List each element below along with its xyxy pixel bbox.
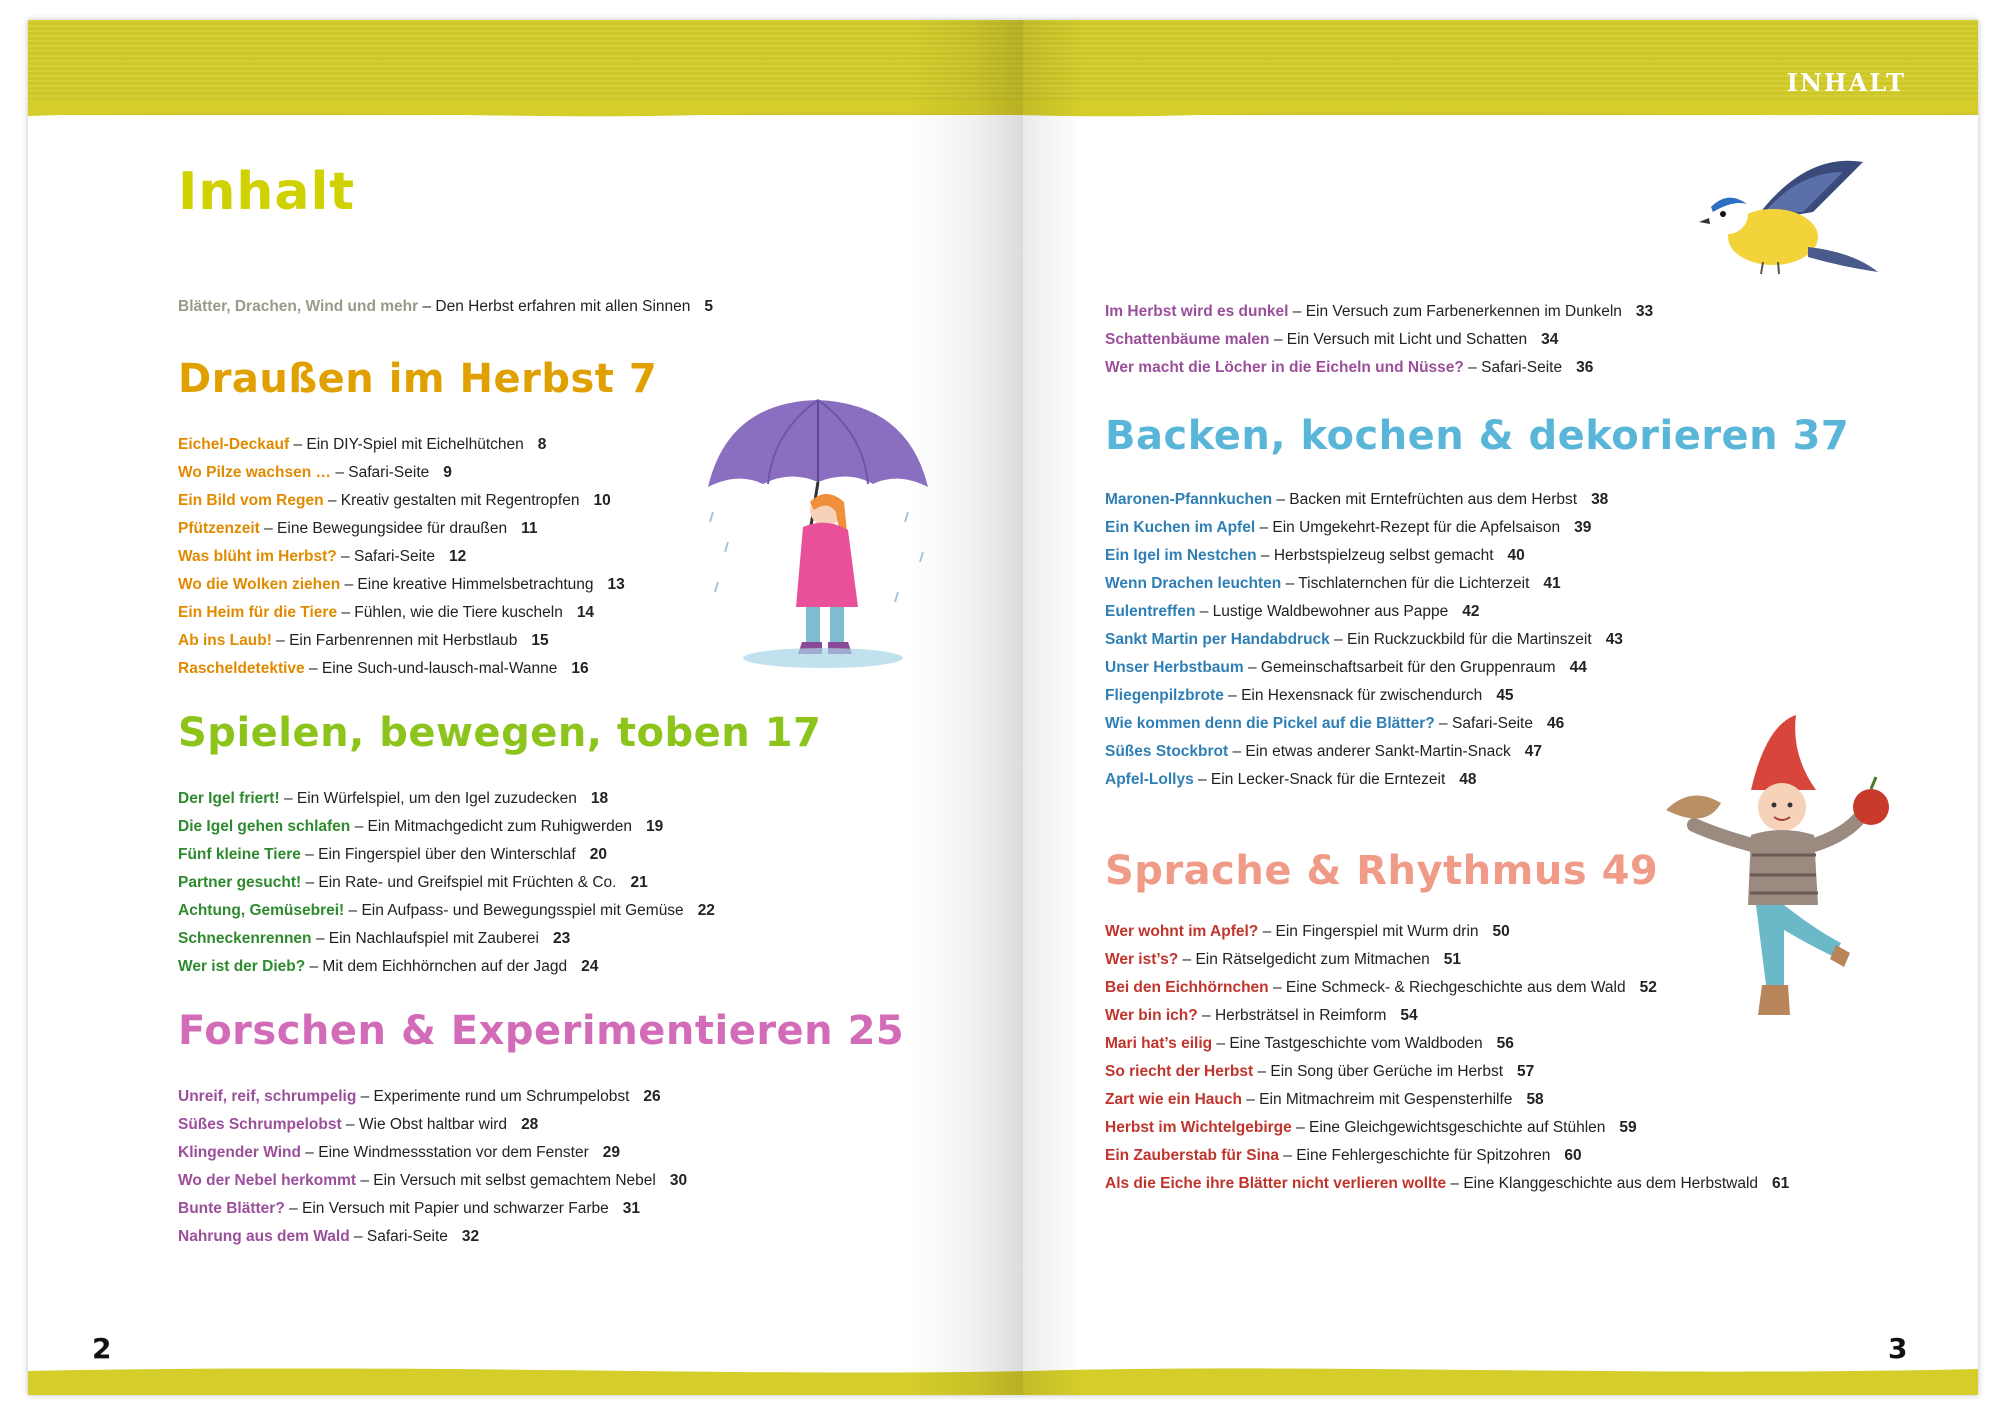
entry-title: Bunte Blätter?: [178, 1200, 285, 1217]
entry-desc: – Experimente rund um Schrumpelobst: [356, 1088, 630, 1105]
list-item[interactable]: [1105, 682, 1623, 710]
entry-title: Wenn Drachen leuchten: [1105, 575, 1282, 592]
entry-desc: – Ein Fingerspiel mit Wurm drin: [1258, 923, 1479, 940]
list-item[interactable]: [1105, 486, 1623, 514]
list-item[interactable]: [178, 1139, 687, 1167]
entry-page: 5: [704, 298, 714, 315]
page-number-left: 2: [92, 1332, 112, 1365]
section-title: [178, 1008, 904, 1054]
entry-desc: – Kreativ gestalten mit Regentropfen: [323, 492, 580, 509]
list-item[interactable]: [178, 487, 625, 515]
entry-page: 61: [1772, 1175, 1790, 1192]
list-item[interactable]: [178, 841, 715, 869]
entry-title: Süßes Stockbrot: [1105, 743, 1229, 760]
entry-title: Wie kommen denn die Pickel auf die Blätter?: [1105, 715, 1435, 732]
entry-desc: – Ein DIY-Spiel mit Eichelhütchen: [289, 436, 524, 453]
list-item[interactable]: [178, 1223, 687, 1251]
entry-page: 24: [581, 958, 599, 975]
entry-page: 46: [1546, 715, 1565, 732]
entry-desc: – Eine Bewegungsidee für draußen: [259, 520, 508, 537]
entry-page: 40: [1507, 547, 1525, 564]
entry-desc: – Eine Klanggeschichte aus dem Herbstwald: [1446, 1175, 1759, 1192]
section-name: Draußen im Herbst: [178, 356, 615, 402]
entry-desc: – Safari-Seite: [331, 464, 430, 481]
entry-title: Achtung, Gemüsebrei!: [178, 902, 345, 919]
entry-page: 20: [589, 846, 607, 863]
entry-desc: – Eine Tastgeschichte vom Waldboden: [1212, 1035, 1483, 1052]
entry-title: Wer bin ich?: [1105, 1007, 1198, 1024]
entry-title: Wer wohnt im Apfel?: [1105, 923, 1259, 940]
section-page: 49: [1601, 848, 1659, 894]
entry-desc: – Eine kreative Himmelsbetrachtung: [340, 576, 594, 593]
entry-title: Süßes Schrumpelobst: [178, 1116, 342, 1133]
list-item[interactable]: [178, 627, 625, 655]
entry-desc: – Backen mit Erntefrüchten aus dem Herbst: [1272, 491, 1578, 508]
entry-desc: – Ein etwas anderer Sankt-Martin-Snack: [1228, 743, 1511, 760]
entry-page: 8: [537, 436, 547, 453]
entry-page: 39: [1574, 519, 1592, 536]
entry-desc: – Herbstspielzeug selbst gemacht: [1256, 547, 1494, 564]
page-title: Inhalt: [178, 162, 356, 222]
entry-page: 36: [1576, 359, 1594, 376]
entry-desc: – Ein Versuch zum Farbenerkennen im Dunkeln: [1288, 303, 1622, 320]
entry-page: 50: [1492, 923, 1510, 940]
entry-title: Wer ist der Dieb?: [178, 958, 306, 975]
entry-page: 16: [571, 660, 589, 677]
entry-title: Ein Bild vom Regen: [178, 492, 324, 509]
entry-desc: – Wie Obst haltbar wird: [341, 1116, 508, 1133]
list-item[interactable]: [1105, 542, 1623, 570]
entry-page: 13: [607, 576, 625, 593]
entry-desc: – Tischlaternchen für die Lichterzeit: [1281, 575, 1530, 592]
entry-title: Sankt Martin per Handabdruck: [1105, 631, 1330, 648]
entry-page: 47: [1524, 743, 1542, 760]
entry-title: Mari hat’s eilig: [1105, 1035, 1213, 1052]
section-page: 37: [1792, 413, 1850, 459]
list-item[interactable]: [1105, 1086, 1789, 1114]
entry-page: 21: [630, 874, 648, 891]
entry-desc: – Safari-Seite: [1434, 715, 1533, 732]
entry-page: 43: [1605, 631, 1623, 648]
section-name: Sprache & Rhythmus: [1105, 848, 1588, 894]
entry-page: 42: [1462, 603, 1480, 620]
entry-title: Eulentreffen: [1105, 603, 1196, 620]
list-item[interactable]: [178, 459, 625, 487]
list-item[interactable]: [1105, 1170, 1789, 1198]
book-gutter-shadow: [908, 20, 1023, 1395]
entry-page: 10: [593, 492, 611, 509]
entry-desc: – Safari-Seite: [349, 1228, 448, 1245]
list-item[interactable]: [178, 1083, 687, 1111]
entry-desc: – Eine Gleichgewichtsgeschichte auf Stühlen: [1291, 1119, 1606, 1136]
entry-page: 11: [521, 520, 538, 537]
entry-desc: – Ein Ruckzuckbild für die Martinszeit: [1329, 631, 1592, 648]
entry-page: 34: [1541, 331, 1559, 348]
section-title: [1105, 848, 1658, 894]
list-item[interactable]: [178, 543, 625, 571]
list-item[interactable]: [178, 869, 715, 897]
list-item[interactable]: [178, 925, 715, 953]
section-entries: [1105, 486, 1623, 794]
entry-page: 23: [552, 930, 571, 947]
list-item[interactable]: [178, 897, 715, 925]
list-item[interactable]: [1105, 514, 1623, 542]
list-item[interactable]: [1105, 598, 1623, 626]
entry-page: 31: [622, 1200, 640, 1217]
entry-title: Wo Pilze wachsen …: [178, 464, 332, 481]
section-entries: [178, 431, 625, 683]
entry-title: Im Herbst wird es dunkel: [1105, 303, 1289, 320]
section-entries: [178, 1083, 687, 1251]
entry-title: Die Igel gehen schlafen: [178, 818, 351, 835]
entry-title: Ein Heim für die Tiere: [178, 604, 338, 621]
book-spread: [28, 20, 1978, 1395]
entry-title: Klingender Wind: [178, 1144, 301, 1161]
entry-page: 58: [1526, 1091, 1544, 1108]
entry-desc: – Ein Versuch mit Papier und schwarzer Farbe: [284, 1200, 609, 1217]
entry-title: Partner gesucht!: [178, 874, 302, 891]
entry-desc: – Ein Farbenrennen mit Herbstlaub: [271, 632, 518, 649]
entry-desc: – Herbsträtsel in Reimform: [1197, 1007, 1387, 1024]
list-item[interactable]: [178, 1167, 687, 1195]
list-item[interactable]: [178, 1195, 687, 1223]
entry-page: 59: [1619, 1119, 1637, 1136]
entry-desc: – Ein Aufpass- und Bewegungsspiel mit Gemüse: [344, 902, 684, 919]
page-number-right: 3: [1888, 1332, 1908, 1365]
entry-page: 45: [1496, 687, 1514, 704]
entry-desc: – Ein Nachlaufspiel mit Zauberei: [311, 930, 539, 947]
entry-page: 19: [646, 818, 664, 835]
section-page: 17: [764, 710, 822, 756]
entry-desc: – Eine Windmessstation vor dem Fenster: [301, 1144, 589, 1161]
list-item[interactable]: [178, 813, 715, 841]
entry-page: 32: [461, 1228, 480, 1245]
entry-page: 52: [1639, 979, 1657, 996]
entry-title: Pfützenzeit: [178, 520, 260, 537]
entry-title: Maronen-Pfannkuchen: [1105, 491, 1273, 508]
entry-page: 33: [1635, 303, 1654, 320]
entry-title: Schattenbäume malen: [1105, 331, 1270, 348]
top-band-edge: [28, 100, 1978, 130]
entry-title: Unser Herbstbaum: [1105, 659, 1244, 676]
entry-desc: – Safari-Seite: [1463, 359, 1563, 376]
entry-title: Ein Igel im Nestchen: [1105, 547, 1257, 564]
list-item[interactable]: [178, 515, 625, 543]
entry-title: Bei den Eichhörnchen: [1105, 979, 1269, 996]
entry-desc: – Safari-Seite: [336, 548, 435, 565]
entry-desc: – Mit dem Eichhörnchen auf der Jagd: [305, 958, 568, 975]
list-item[interactable]: [1105, 326, 1653, 354]
entry-title: Ab ins Laub!: [178, 632, 272, 649]
entry-desc: – Lustige Waldbewohner aus Pappe: [1195, 603, 1449, 620]
entry-title: Apfel-Lollys: [1105, 771, 1194, 788]
entry-desc: – Ein Rate- und Greifspiel mit Früchten & Co.: [301, 874, 617, 891]
entry-desc: – Ein Lecker-Snack für die Erntezeit: [1193, 771, 1446, 788]
entry-desc: – Ein Song über Gerüche im Herbst: [1253, 1063, 1504, 1080]
entry-desc: – Ein Mitmachreim mit Gespensterhilfe: [1241, 1091, 1513, 1108]
entry-title: Unreif, reif, schrumpelig: [178, 1088, 357, 1105]
entry-desc: – Den Herbst erfahren mit allen Sinnen: [418, 298, 691, 315]
entry-desc: – Gemeinschaftsarbeit für den Gruppenraum: [1243, 659, 1556, 676]
entry-page: 51: [1443, 951, 1462, 968]
entry-title: So riecht der Herbst: [1105, 1063, 1254, 1080]
entry-title: Ein Kuchen im Apfel: [1105, 519, 1256, 536]
list-item[interactable]: [1105, 1114, 1789, 1142]
entry-page: 9: [443, 464, 452, 481]
list-item[interactable]: [1105, 626, 1623, 654]
entry-page: 12: [448, 548, 467, 565]
entry-page: 30: [669, 1172, 688, 1189]
entry-desc: – Ein Versuch mit Licht und Schatten: [1269, 331, 1528, 348]
entry-title: Wer macht die Löcher in die Eicheln und Nüsse?: [1105, 359, 1464, 376]
bird-illustration: [1683, 152, 1893, 292]
entry-page: 18: [590, 790, 609, 807]
entry-desc: – Ein Versuch mit selbst gemachtem Nebel: [356, 1172, 656, 1189]
entry-page: 15: [531, 632, 549, 649]
list-item[interactable]: [1105, 738, 1623, 766]
entry-title: Blätter, Drachen, Wind und mehr: [178, 298, 419, 315]
entry-title: Wer ist’s?: [1105, 951, 1179, 968]
list-item[interactable]: [1105, 570, 1623, 598]
entry-title: Wo der Nebel herkommt: [178, 1172, 357, 1189]
entry-title: Nahrung aus dem Wald: [178, 1228, 350, 1245]
girl-with-umbrella-illustration: [698, 392, 938, 672]
section-title: [178, 710, 821, 756]
entry-page: 14: [576, 604, 595, 621]
list-item[interactable]: [1105, 298, 1653, 326]
entry-page: 28: [521, 1116, 539, 1133]
list-item[interactable]: [1105, 710, 1623, 738]
entry-title: Eichel-Deckauf: [178, 436, 290, 453]
entry-page: 38: [1591, 491, 1609, 508]
list-item[interactable]: [1105, 654, 1623, 682]
section-name: Spielen, bewegen, toben: [178, 710, 751, 756]
entry-title: Schneckenrennen: [178, 930, 312, 947]
entry-page: 29: [602, 1144, 620, 1161]
entry-page: 56: [1496, 1035, 1514, 1052]
list-item[interactable]: [178, 599, 625, 627]
book-gutter-shadow-right: [1023, 20, 1083, 1395]
list-item[interactable]: [1105, 354, 1653, 382]
entry-page: 44: [1569, 659, 1587, 676]
entry-page: 54: [1400, 1007, 1418, 1024]
entry-desc: – Ein Mitmachgedicht zum Ruhigwerden: [350, 818, 632, 835]
entry-title: Zart wie ein Hauch: [1105, 1091, 1242, 1108]
entry-title: Als die Eiche ihre Blätter nicht verlieren wollte: [1105, 1175, 1447, 1192]
entry-desc: – Eine Such-und-lausch-mal-Wanne: [304, 660, 558, 677]
entry-page: 48: [1459, 771, 1477, 788]
entry-title: Herbst im Wichtelgebirge: [1105, 1119, 1292, 1136]
section-name: Backen, kochen & dekorieren: [1105, 413, 1779, 459]
entry-page: 57: [1517, 1063, 1535, 1080]
list-item[interactable]: [1105, 766, 1623, 794]
entry-page: 22: [697, 902, 715, 919]
list-item[interactable]: [178, 431, 625, 459]
list-item[interactable]: [178, 1111, 687, 1139]
entry-title: Der Igel friert!: [178, 790, 280, 807]
entry-desc: – Fühlen, wie die Tiere kuscheln: [337, 604, 563, 621]
entry-page: 41: [1543, 575, 1561, 592]
entry-desc: – Eine Fehlergeschichte für Spitzohren: [1278, 1147, 1551, 1164]
entry-title: Fliegenpilzbrote: [1105, 687, 1224, 704]
entry-desc: – Ein Hexensnack für zwischendurch: [1223, 687, 1483, 704]
list-item[interactable]: [1105, 1142, 1789, 1170]
intro-entry: [178, 298, 713, 316]
entry-page: 26: [643, 1088, 661, 1105]
entry-title: Wo die Wolken ziehen: [178, 576, 341, 593]
entry-desc: – Ein Rätselgedicht zum Mitmachen: [1178, 951, 1430, 968]
section-title: [1105, 413, 1849, 459]
section-name: Forschen & Experimentieren: [178, 1008, 834, 1054]
list-item[interactable]: [1105, 1058, 1789, 1086]
list-item[interactable]: [178, 953, 715, 981]
bottom-band-edge: [28, 1363, 1978, 1381]
entry-desc: – Ein Fingerspiel über den Winterschlaf: [300, 846, 576, 863]
entry-title: Ein Zauberstab für Sina: [1105, 1147, 1279, 1164]
section-entries: [178, 785, 715, 981]
section-page: 25: [847, 1008, 905, 1054]
gnome-illustration: [1666, 715, 1896, 1045]
list-item[interactable]: [178, 655, 625, 683]
entry-title: Fünf kleine Tiere: [178, 846, 301, 863]
entry-page: 60: [1564, 1147, 1582, 1164]
entry-title: Was blüht im Herbst?: [178, 548, 337, 565]
section-page: 7: [628, 356, 658, 402]
section-entries-continued: [1105, 298, 1653, 382]
entry-desc: – Ein Würfelspiel, um den Igel zuzudecken: [279, 790, 577, 807]
entry-desc: – Ein Umgekehrt-Rezept für die Apfelsaison: [1255, 519, 1561, 536]
list-item[interactable]: [178, 571, 625, 599]
section-title: [178, 356, 657, 402]
entry-desc: – Eine Schmeck- & Riechgeschichte aus dem Wald: [1268, 979, 1626, 996]
list-item[interactable]: [178, 785, 715, 813]
header-label: INHALT: [1786, 68, 1906, 97]
entry-title: Rascheldetektive: [178, 660, 305, 677]
